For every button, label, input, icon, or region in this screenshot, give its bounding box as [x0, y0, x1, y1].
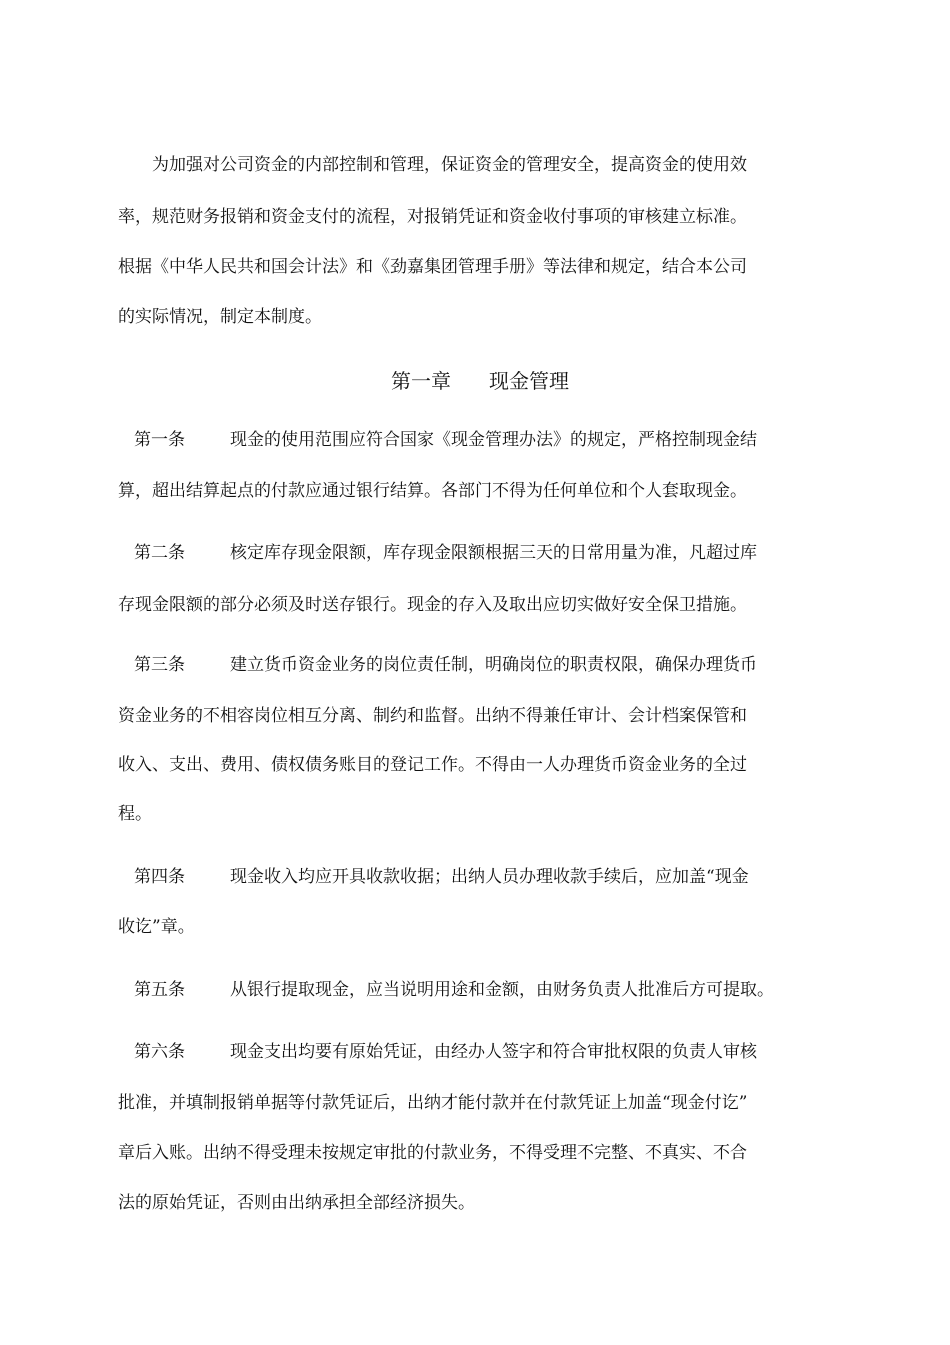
article-line: 法的原始凭证，否则由出纳承担全部经济损失。 — [118, 1193, 475, 1213]
article-line: 批准，并填制报销单据等付款凭证后，出纳才能付款并在付款凭证上加盖“现金付讫” — [118, 1093, 748, 1113]
chapter-heading — [0, 369, 950, 393]
intro-line: 根据《中华人民共和国会计法》和《劲嘉集团管理手册》等法律和规定，结合本公司 — [118, 257, 747, 277]
article-first-line — [134, 979, 774, 1001]
article-label: 第一条 — [134, 430, 185, 450]
article-text: 现金的使用范围应符合国家《现金管理办法》的规定，严格控制现金结 — [230, 430, 757, 450]
article-first-line — [134, 542, 757, 564]
intro-line: 为加强对公司资金的内部控制和管理，保证资金的管理安全，提高资金的使用效 — [152, 155, 747, 175]
article-first-line — [134, 1041, 757, 1063]
article-text: 从银行提取现金，应当说明用途和金额，由财务负责人批准后方可提取。 — [230, 980, 774, 1000]
article-label: 第五条 — [134, 980, 185, 1000]
article-line: 程。 — [118, 804, 152, 824]
article-label: 第二条 — [134, 543, 185, 563]
article-first-line — [134, 866, 749, 888]
chapter-title: 现金管理 — [489, 369, 569, 393]
article-line: 算，超出结算起点的付款应通过银行结算。各部门不得为任何单位和个人套取现金。 — [118, 481, 747, 501]
intro-line: 率，规范财务报销和资金支付的流程，对报销凭证和资金收付事项的审核建立标准。 — [118, 207, 747, 227]
article-text: 现金支出均要有原始凭证，由经办人签字和符合审批权限的负责人审核 — [230, 1042, 757, 1062]
article-label: 第三条 — [134, 655, 185, 675]
intro-line: 的实际情况，制定本制度。 — [118, 307, 322, 327]
article-text: 现金收入均应开具收款收据；出纳人员办理收款手续后，应加盖“现金 — [230, 867, 749, 887]
article-line: 收入、支出、费用、债权债务账目的登记工作。不得由一人办理货币资金业务的全过 — [118, 755, 747, 775]
article-first-line — [134, 654, 757, 676]
article-label: 第六条 — [134, 1042, 185, 1062]
article-line: 收讫”章。 — [118, 917, 195, 937]
chapter-number: 第一章 — [391, 369, 451, 393]
article-line: 资金业务的不相容岗位相互分离、制约和监督。出纳不得兼任审计、会计档案保管和 — [118, 706, 747, 726]
article-label: 第四条 — [134, 867, 185, 887]
article-text: 核定库存现金限额，库存现金限额根据三天的日常用量为准，凡超过库 — [230, 543, 757, 563]
article-first-line — [134, 429, 757, 451]
article-text: 建立货币资金业务的岗位责任制，明确岗位的职责权限，确保办理货币 — [230, 655, 757, 675]
article-line: 存现金限额的部分必须及时送存银行。现金的存入及取出应切实做好安全保卫措施。 — [118, 595, 747, 615]
article-line: 章后入账。出纳不得受理未按规定审批的付款业务，不得受理不完整、不真实、不合 — [118, 1143, 747, 1163]
